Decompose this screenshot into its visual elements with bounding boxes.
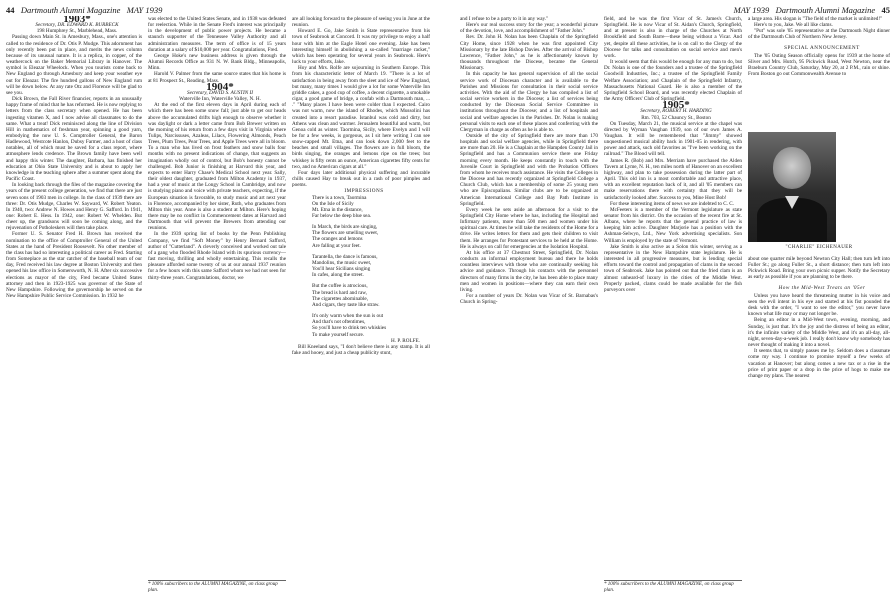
column-4 [460, 16, 598, 598]
left-page-number: 44 [6, 5, 15, 15]
column-1 [6, 16, 142, 598]
poem-line: And cigars, they taste like straw. [312, 301, 380, 308]
paragraph: James R. (Bob) and Mrs. Merriam have purchased the Alden Tavern at Lyme, N. H., ten miles north of Hanover on an excellent highway, and plan to take possession during the latter part of April. This old inn is a most comfortable and attractive place, with an excellent reputation back of it, and all '05 members can make reservations there with certainty that they will be satisfactorily looked after. Success to you, Mine Host Bob! [604, 157, 742, 201]
class-year-heading: 1903* [63, 16, 91, 25]
poem-line: Are falling at your feet. [312, 242, 361, 249]
paragraph: Harold V. Palmer from the same source states that his home is at 81 Prospect St., Reading, Mass. [148, 71, 286, 84]
paragraph: At his office at 37 Chestnut Street, Springfield, Dr. Nolan conducts an informal employment bureau and there he holds countless interviews with those who are continually seeking his advice and guidance. Through his contacts with the personnel directors of many firms in the city, he has been able to place many men and women in positions—where they can earn their own living. [460, 249, 598, 293]
paragraph: Every week he sets aside an afternoon for a visit to the Springfield City Home where he has, including the Hospital and Infirmary patients, more than 500 men and women under his spiritual care. At times he will take the residents of the Home for a drive. He writes letters for them and gets their children to visit them. He arranges for Protestant services to be held at the Home. He is always on call for emergencies at the Isolation Hospital. [460, 206, 598, 250]
paragraph: For these interesting items of news we are indebted to C. C. [610, 200, 735, 207]
class-secretary: Secretary, DR. EDWARD K. BURBECK [35, 22, 119, 29]
paragraph: Bill Kneeland says, "I don't believe there is any stamp. It is all fake and hooey, and just a cheap publicity stunt, [292, 343, 430, 356]
secretary-address: 198 Humphrey St., Marblehead, Mass. [36, 28, 118, 35]
left-magazine-title: Dartmouth Alumni Magazine [20, 5, 121, 15]
secretary-address: Waterville Inn, Waterville Valley, N. H. [179, 96, 261, 103]
subscriber-footnote: * 100% subscribers to the ALUMNI MAGAZINE, on class group plan. [148, 580, 286, 594]
paragraph: and I refuse to be a party to it in any way." [460, 16, 549, 22]
poem-line: The bread is hard and raw, [312, 289, 367, 296]
poem-signature: H. P. ROLFE. [391, 337, 420, 344]
paragraph: On Tuesday, March 21, the musical service at the chapel was directed by Wyman Vaughan 1939, son of our own James A. Vaughan. It will be remembered that "Jimmy" showed unquestioned musical ability back in 1901-05 in rendering, with power and attack, such old favorites as "I've been working on the railroad." The Blood will tell. [604, 120, 742, 158]
paragraph: Hoy and Mrs. Rolfe are sojourning in Southern Europe. This from his characteristic letter of March 19. "There is a lot of satisfaction in being away from the sleet and ice of New England, but many, many times I would give a lot for some Waterville Inn griddle cakes, a good cup of coffee, a decent cigarette, a smokable cigar, a good game of bridge, a confab with a Dartmouth man, ... ." "Many places I have been were colder than I expected. Cairo was not warm, now the island of Rhodes, which Mussolini has created into a resort paradise. Istanbul was cold and dirty, but Athens was clean and warmer. Jerusalem beautiful and warm, but Genoa cold as winter. Taormina, Sicily, where Evelyn and I will be for a few weeks, is gorgeous, as I sit here writing I can see snow-capped Mt. Etna, and can look down 2,000 feet to the beaches and small villages. The flowers are in full bloom, the birds singing, the oranges and lemons ripe on the trees; but whiskey is fifty cents an ounce, American cigarettes fifty cents for two, and no American cigars at all." [292, 65, 430, 170]
column-6-beside-photo [840, 132, 890, 242]
poem-line: Tarantella, the dance is famous, [312, 253, 378, 260]
paragraph: It would seem that this would be enough for any man to do, but Dr. Nolan is one of the founders and a trustee of the Springfield Goodwill Industries, Inc.; a trustee of the Springfield Family Welfare Association; and Chaplain of the Springfield Infantry, Massachusetts National Guard. He is also a member of the Springfield School Board, and was recently elected Chaplain of the Army Officers' Club of Springfield. [604, 59, 742, 103]
poem-line: But the coffee is atrocious, [312, 283, 368, 290]
paragraph: Jake Smith is also active as a Solon this winter, serving as a representative in the New Hampshire state legislature. He is interested in all progressive measures, but is lending special efforts toward the control and propagation of clams in the second town of Seabrook. Jake has pointed out that the fried clam is an almost unheard-of luxury in the cities of the Middle West. Properly packed, clams could be made available for the fish purveyors over [604, 243, 742, 293]
poem-line: So you'll have to drink ten whiskies [312, 325, 387, 332]
poem [292, 195, 430, 338]
paragraph: For a number of years Dr. Nolan was Vicar of St. Barnabas's Church in Spring- [460, 293, 598, 306]
poem-line: To make yourself secure. [312, 331, 365, 338]
paragraph: Here's to you, Jake. We all like clams. [754, 22, 833, 29]
paragraph: Being an editor in a Mid-West town, evening, morning, and Sunday, is just that. It's the joy and the distress of being an editor, it's the infinite variety of the Middle West, and it's an all-day, all-night, seven-day-a-week job. I really don't know why somebody has never thought of making it into a novel. [748, 317, 890, 349]
right-magazine-title: Dartmouth Alumni Magazine [775, 5, 876, 15]
left-page-header [6, 5, 162, 15]
column-6-top [748, 16, 890, 128]
poem-line: The flowers are smelling sweet, [312, 230, 379, 237]
poem-line: Mandolins, the music sweet, [312, 259, 372, 266]
paragraph: The '05 Outing Season officially opens for 1939 at the home of Sliver and Mrs. Hutch, 95 Pickwick Road, West Newton, near the Braeburn Country Club, Saturday, May 20, at 2 P.M., rain or shine. From Boston go out Commonwealth Avenue to [748, 52, 890, 78]
paragraph: about one quarter mile beyond Newton City Hall; then turn left into Fuller St.; go along Fuller St., a short distance; then turn left into Pickwick Road. Bring your own picnic supper. Notify the Secretary as early as possible if you are planning to be there. [748, 256, 890, 281]
secretary-address: Rm. 703, 52 Chauncy St., Boston [641, 114, 711, 121]
poem-title: IMPRESSIONS [344, 188, 384, 195]
poem-line: The cigarettes abominable, [312, 295, 369, 302]
paragraph: are all looking forward to the pleasure of seeing you in June at the reunion. [292, 16, 430, 29]
left-issue-date: MAY 1939 [126, 5, 163, 15]
class-secretary: Secretary, DAVID S. AUSTIN II [186, 89, 253, 96]
poem-line: There is a town, Taormina [312, 194, 367, 201]
poem-line: And that's not oftentimes, [312, 319, 366, 326]
column-5 [604, 16, 742, 576]
column-6-bottom [748, 256, 890, 596]
paragraph: Dick Brown, the Fall River financier, reports in an unusually happy frame of mind that he has reformed. He is now replying to letters from the class secretary when opened. He has been ingesting vitamen X, and I now advise all classmates to do the same. What a treat! Dick reminisced along the line of Division Hill in mathematics of freshman year, spinning a good yarn, embodying the now U. S. Comptroller General, the Baron Hadlewood, Westcote Hanlon, Dubsy Farmer, and a host of class notables, all of which must be saved for a class report, where atmosphere lends credence. The Brown family have been well and happy this winter. The daughter, Barbara, has finished her education at Ohio State University and is about to apply her knowledge in the teaching sphere after a summer spent along the Pacific Coast. [6, 96, 142, 183]
poem-line: Far below the deep blue sea. [312, 213, 372, 219]
column-3 [292, 16, 430, 598]
subheading: How the Mid-West Treats an '05er [778, 284, 866, 291]
subscriber-footnote: * 100% subscribers to the ALUMNI MAGAZINE, on class group plan. [604, 580, 742, 594]
paragraph: In looking back through the files of the magazine covering the years of the present college generation, we find that there are just seven sons of 1903 men in college. In the class of 1939 there are three: Dr. Otis Mudge, Charles W. Sayward, W. Robert Yeaton. In 1940, two: Andrew N. Howes and Henry G. Safford. In 1941, one: Robert E. Hess. In 1942, one: Robert W. Whelden. But cheer up, the grandsons will soon be coming along, and the rejuvenation of Potholeskers will then take place. [6, 182, 142, 232]
right-page-header [734, 5, 890, 15]
paragraph: Passing down Main St. in Amesbury, Mass., one's attention is called to the residence of Dr. Otis P. Mudge. This adornment has only recently been put in place, and merits the news column because of its unusual nature. It is a replica, in copper, of the weathercock on the Baker Memorial Library in Hanover. The symbol is Eleazar Wheelock. When you tourists come back to New England go through Amesbury and keep your weather eye out for Eleazar. The fire hundred gallons of New England rum will be down below. At any rate Otz and Florence will be glad to see you. [6, 34, 142, 96]
poem-line: Mt. Etna in the distance, [312, 206, 363, 213]
paragraph: Four days later additional physical suffering and incurable chills caused Hay to break out in a rash of poor pimples and poems. [292, 169, 430, 189]
column-2 [148, 16, 286, 576]
paragraph: Rev. Dr. John H. Nolan has been Chaplain of the Springfield City Home, since 1928 when he was first appointed City Missionary by the late Bishop Davies. After the arrival of Bishop Lawrence, "Father John," as he is affectionately known by thousands throughout the Diocese, became the General Missionary. [460, 34, 598, 72]
paragraph: Unless you have heard the threatening mutter in his voice and seen the evil intent in his eye and started at his fist pounded the desk with the order, "I want to see the editor," you never have known what life may or may not longer be. [748, 292, 890, 318]
poem-line: The oranges and lemons [312, 236, 363, 243]
paragraph: field, and he was the first Vicar of St. James's Church, Springfield. He is now Vicar of St. Aidan's Church, Springfield, and at present is also in charge of the Churches at North Brookfield and South Barre—these being without a Vicar. And yet, despite all these activities, he is on call to the Clergy of the Diocese for talks and consultation on social service and men's work. [604, 16, 742, 59]
paragraph: Howard E. Go, Jake Smith is State representative from his town of Seabrook at Concord. It was my privilege to enjoy a half hour with him at the Eagle Hotel one evening. Jake has been interesting himself in abolishing a so-called "marriage racket," which has been operating for several years in Seabrook. Here's luck to your efforts, Jake. [292, 28, 430, 66]
poem-line: In March, the birds are singing, [312, 224, 378, 231]
right-page-number: 45 [881, 5, 890, 15]
class-year-heading: 1905* [662, 99, 690, 112]
paragraph: In this capacity he has general supervision of all the social service work of Diocesan character and is available to the Parishes and Missions for consultation in their social service activities. With the aid of the Clergy he has compiled a list of social service workers in the Diocese; a list of services being conducted by the Diocesan Social Service Committee in institutions throughout the Diocese; and a list of hospitals and social and welfare agencies in the Parishes. Dr. Nolan is making personal visits to each one of these places and conferring with the Clergyman in charge as often as he is able to. [460, 71, 598, 133]
paragraph: a large area. His slogan is "The field of the market is unlimited!" [748, 16, 883, 22]
poem-line: On the Isle of Sicily [312, 200, 354, 207]
poem-line: In cafes, along the street. [312, 272, 364, 279]
paragraph: It seems that, to simply passes me by. Seldom does a classmate come my way. I continue to promise myself a few weeks of vacation at Hanover; but along comes a new tax or a rise in the price of print paper or a drop in the price of hogs to make me change my plans. The nearest [748, 348, 890, 379]
class-secretary: Secretary, ROBERT H. HARDING [640, 108, 712, 115]
paragraph: McFeeters is a member of the Vermont legislature as state senator from his district. On the occasion of the recent fire at St. Albans, where he reports that the general practice of law is keeping him active. Daughter Marjorie has a position with the Ashman-Selwyn, Ltd., New York advertising specialists. Son William is employed by the state of Vermont. [604, 206, 742, 244]
special-announcement-heading: SPECIAL ANNOUNCEMENT [784, 44, 860, 51]
paragraph: "Put" was sole '05 representative at the Dartmouth Night dinner of the Dartmouth Club of Northern New Jersey. [748, 28, 890, 41]
class-year-heading: 1904* [206, 80, 234, 93]
poem-line: It's only warm when the sun is out [312, 313, 384, 320]
paragraph: Outside of the city of Springfield there are more than 170 hospitals and social welfare agencies, while in Springfield there are more than 20. He is a Chaplain at the Hampden County Jail in Springfield and has a Communion service there one Friday morning every month. He keeps constantly in touch with the Juvenile Court in Springfield and with the Probation Officers from whom he receives much assistance. He visits the Colleges in the Diocese and has recently organized at Springfield College a Church Club, which has a membership of some 25 young men who are Episcopalians. Similar clubs are to be organized at American International College and Bay Path Institute in Springfield. [460, 132, 598, 207]
paragraph: At the end of the first eleven days in April during each of which there has been some snow fall; just able to get our heads above the accumulated drifts high enough to observe whether it was daylight or dark a letter came from Bob Brewer written on the morning of his return from a few days visit in Virginia where Tulips, Narcissuses, Azaleas, Lilacs, Flowering Almonds, Peach Trees, Plum Trees, Pear Trees, and Apple Trees were all in bloom. To a man who has lived on frost feathers and snow balls four months with no present indications of change, that suggests an imagination wholly out of control, but Bob's honesty cannot be challenged. Bob Junior is finishing at Harvard this year, and expects to enter Harry Chase's Medical School next year. Sally, their oldest daughter, graduated from Milton Academy in 1937, had a year of music at the Longy School in Cambridge, and now is studying piano and voice with private teachers, expecting, if the European situation is favorable, to study music and art next year in Florence, accompanied by her sister, Ruth, who graduates from Milton this year. Anne is also a student at Milton. Here's hoping there may be no conflict in Commencement dates at Harvard and Dartmouth that will prevent the Brewers from attending our reunions. [148, 102, 286, 232]
photo-caption: "CHARLIE" EICHENAUER [785, 245, 853, 250]
right-issue-date: MAY 1939 [733, 5, 770, 15]
paragraph: Former U. S. Senator Fred H. Brown has received the nomination to the office of Comptroller General of the United States at the hand of President Roosevelt. No other member of the class has had so interesting a political career as Fred. Starting from Someplace as the star catcher of the baseball team of our day, Fred received his law degree at Boston University and then opened his law office in Somersworth, N. H. After six successive elections as mayor of the city, Fred became United States attorney and then in 1923-1925 was governor of the State of New Hampshire. Following the governorship he served on the New Hampshire Public Service Commission. In 1932 he [6, 231, 142, 300]
paragraph: Here's our real success story for the year; a wonderful picture of the devotion, love, and accomplishment of "Father John." [460, 22, 598, 35]
poem-line: You'll hear Sicilians singing [312, 266, 371, 273]
paragraph: George Hoke's new business address is given through the Alumni Records Office as 931 N. W. Bank Bldg., Minneapolis, Minn. [148, 52, 286, 72]
portrait-photo [748, 132, 836, 242]
paragraph: was elected to the United States Senate, and in 1938 was defeated for reelection. While in the Senate Fred's interest was principally in the development of public power projects. He became a staunch supporter of the Tennessee Valley Authority and all administration measures. The term of office is of 15 years duration at a salary of $10,000 per year. Congratulations, Fred. [148, 16, 286, 53]
paragraph: In the 1939 spring list of books by the Penn Publishing Company, we find "Soft Money" by Henry Bernard Safford, author of "Cutterland". A cleverly conceived and worked out tale of a gang who flooded Rhode Island with its spurious currency—fast moving, thrilling and wholly entertaining. This recalls the pleasure afforded some twenty of us at our annual 1937 reunion for a few hours with this same Safford whom we had not seen for thirty-three years. Congratulations, doctor, we [148, 231, 286, 281]
